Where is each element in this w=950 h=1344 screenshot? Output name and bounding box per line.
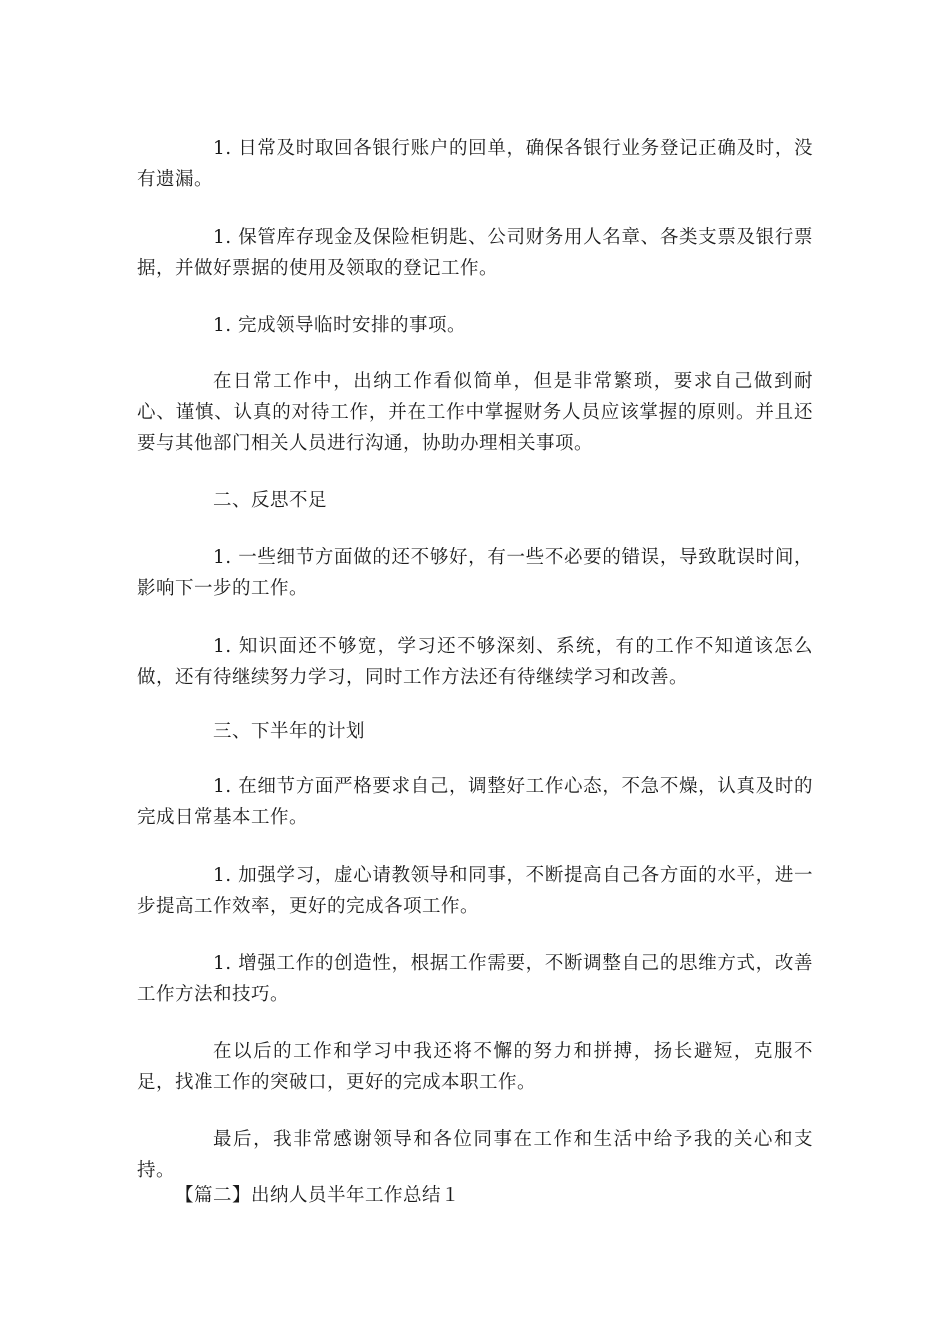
paragraph-daily-work: 在日常工作中，出纳工作看似简单，但是非常繁琐，要求自己做到耐心、谨慎、认真的对待工作，并在工作中掌握财务人员应该掌握的原则。并且还要与其他部门相关人员进行沟通，协助办理相关事项。 [137,371,813,454]
paragraph-plan-learning: 1. 加强学习，虚心请教领导和同事，不断提高自己各方面的水平，进一步提高工作效率，更好的完成各项工作。 [137,865,813,917]
next-article-title: 【篇二】出纳人员半年工作总结１ [175,1185,461,1206]
paragraph-plan-creativity: 1. 增强工作的创造性，根据工作需要，不断调整自己的思维方式，改善工作方法和技巧。 [137,953,813,1005]
paragraph-cash-safekeeping: 1. 保管库存现金及保险柜钥匙、公司财务用人名章、各类支票及银行票据，并做好票据的使用及领取的登记工作。 [137,227,813,279]
paragraph-detail-errors: 1. 一些细节方面做的还不够好，有一些不必要的错误，导致耽误时间，影响下一步的工作。 [137,547,813,599]
paragraph-temporary-tasks: 1. 完成领导临时安排的事项。 [213,315,467,336]
section-heading-plan: 三、下半年的计划 [213,721,366,742]
section-heading-reflection: 二、反思不足 [213,490,328,511]
paragraph-knowledge-gaps: 1. 知识面还不够宽，学习还不够深刻、系统，有的工作不知道该怎么做，还有待继续努力学习，同时工作方法还有待继续学习和改善。 [137,636,813,688]
paragraph-bank-receipts: 1. 日常及时取回各银行账户的回单，确保各银行业务登记正确及时，没有遗漏。 [137,138,813,190]
paragraph-plan-details: 1. 在细节方面严格要求自己，调整好工作心态，不急不燥，认真及时的完成日常基本工作。 [137,776,813,828]
paragraph-future-effort: 在以后的工作和学习中我还将不懈的努力和拼搏，扬长避短，克服不足，找准工作的突破口，更好的完成本职工作。 [137,1041,813,1093]
paragraph-thanks: 最后，我非常感谢领导和各位同事在工作和生活中给予我的关心和支持。 [137,1129,813,1181]
